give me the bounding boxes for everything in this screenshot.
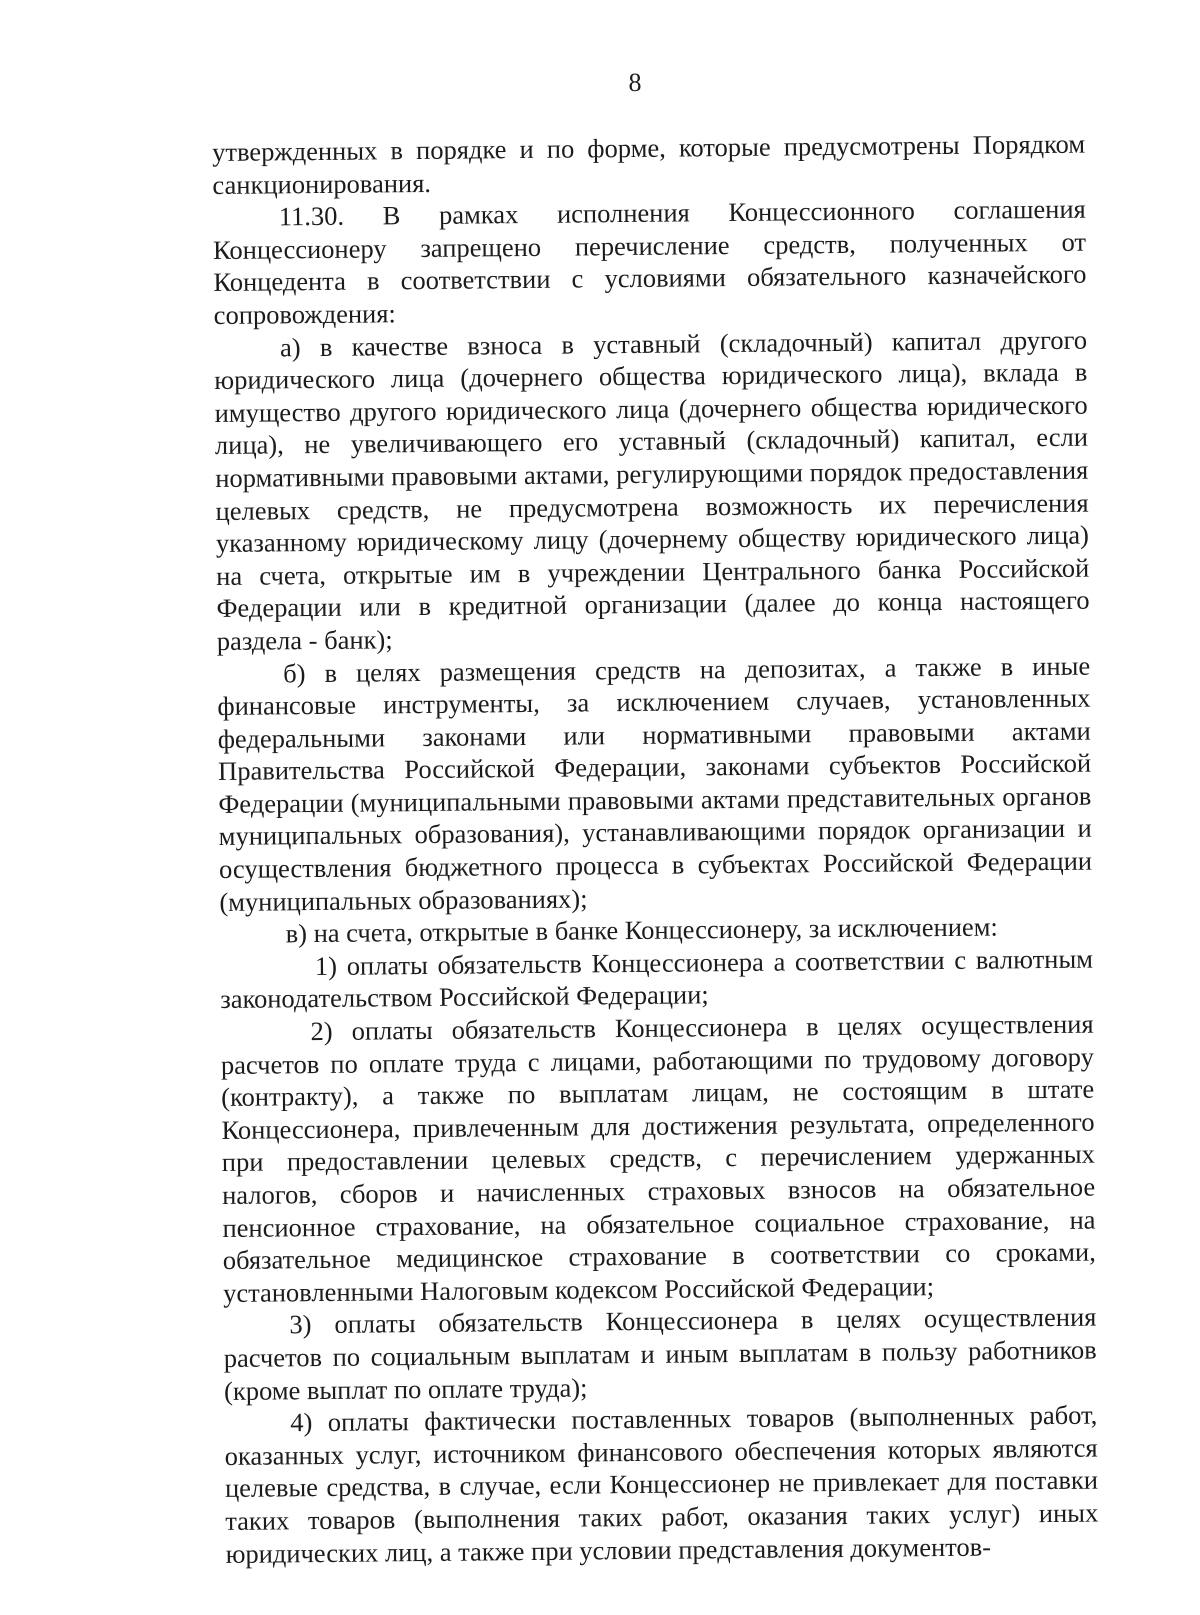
paragraph-item-a: а) в качестве взноса в уставный (складочный) капитал другого юридического лица (дочернего общества юридического лица), вклада в имущество другого юридического лица (дочернего общества юридического лица), не увеличивающего его уставный (складочный) капитал, если нормативными правовыми актами, регулирующими порядок предоставления целевых средств, не предусмотрена возможность их перечисления указанному юридическому лицу (дочернему обществу юридического лица) на счета, открытые им в учреждении Центрального банка Российской Федерации или в кредитной организации (далее до конца настоящего раздела - банк); — [214, 324, 1090, 656]
paragraph-item-b: б) в целях размещения средств на депозитах, а также в иные финансовые инструменты, за исключением случаев, установленных федеральными законами или нормативными правовыми актами Правительства Российской Федерации, законами субъектов Российской Федерации (муниципальными правовыми актами представительных органов муниципальных образования), устанавливающими порядок организации и осуществления бюджетного процесса в субъектах Российской Федерации (муниципальных образованиях); — [217, 650, 1093, 917]
paragraph-subitem-1: 1) оплаты обязательств Концессионера а соответствии с валютным законодательством Российской Федерации; — [220, 943, 1094, 1015]
paragraph-subitem-4: 4) оплаты фактически поставленных товаров (выполненных работ, оказанных услуг, источником финансового обеспечения которых являются целевые средства, в случае, если Концессионер не привлекает для поставки таких товаров (выполнения таких работ, оказания таких услуг) иных юридических лиц, а также при условии представления документов- — [224, 1399, 1099, 1569]
paragraph-item-v: в) на счета, открытые в банке Концессионеру, за исключением: — [285, 911, 998, 949]
paragraph-subitem-2: 2) оплаты обязательств Концессионера в целях осуществления расчетов по оплате труда с лицами, работающими по трудовому договору (контракту), а также по выплатам лицам, не состоящим в штате Концессионера, привлеченным для достижения результата, определенного при предоставлении целевых средств, с перечислением удержанных налогов, сборов и начисленных страховых взносов на обязательное пенсионное страхование, на обязательное социальное страхование, на обязательное медицинское страхование в соответствии со сроками, установленными Налоговым кодексом Российской Федерации; — [220, 1008, 1096, 1308]
document-body — [212, 128, 1099, 1570]
paragraph-continuation: утвержденных в порядке и по форме, которые предусмотрены Порядком санкционирования. — [212, 128, 1086, 200]
page-number: 8 — [628, 68, 642, 97]
paragraph-subitem-3: 3) оплаты обязательств Концессионера в целях осуществления расчетов по социальным выплатам и иным выплатам в пользу работников (кроме выплат по оплате труда); — [223, 1301, 1097, 1406]
paragraph-clause-11-30: 11.30. В рамках исполнения Концессионного соглашения Концессионеру запрещено перечисление средств, полученных от Концедента в соответствии с условиями обязательного казначейского сопровождения: — [212, 193, 1087, 330]
